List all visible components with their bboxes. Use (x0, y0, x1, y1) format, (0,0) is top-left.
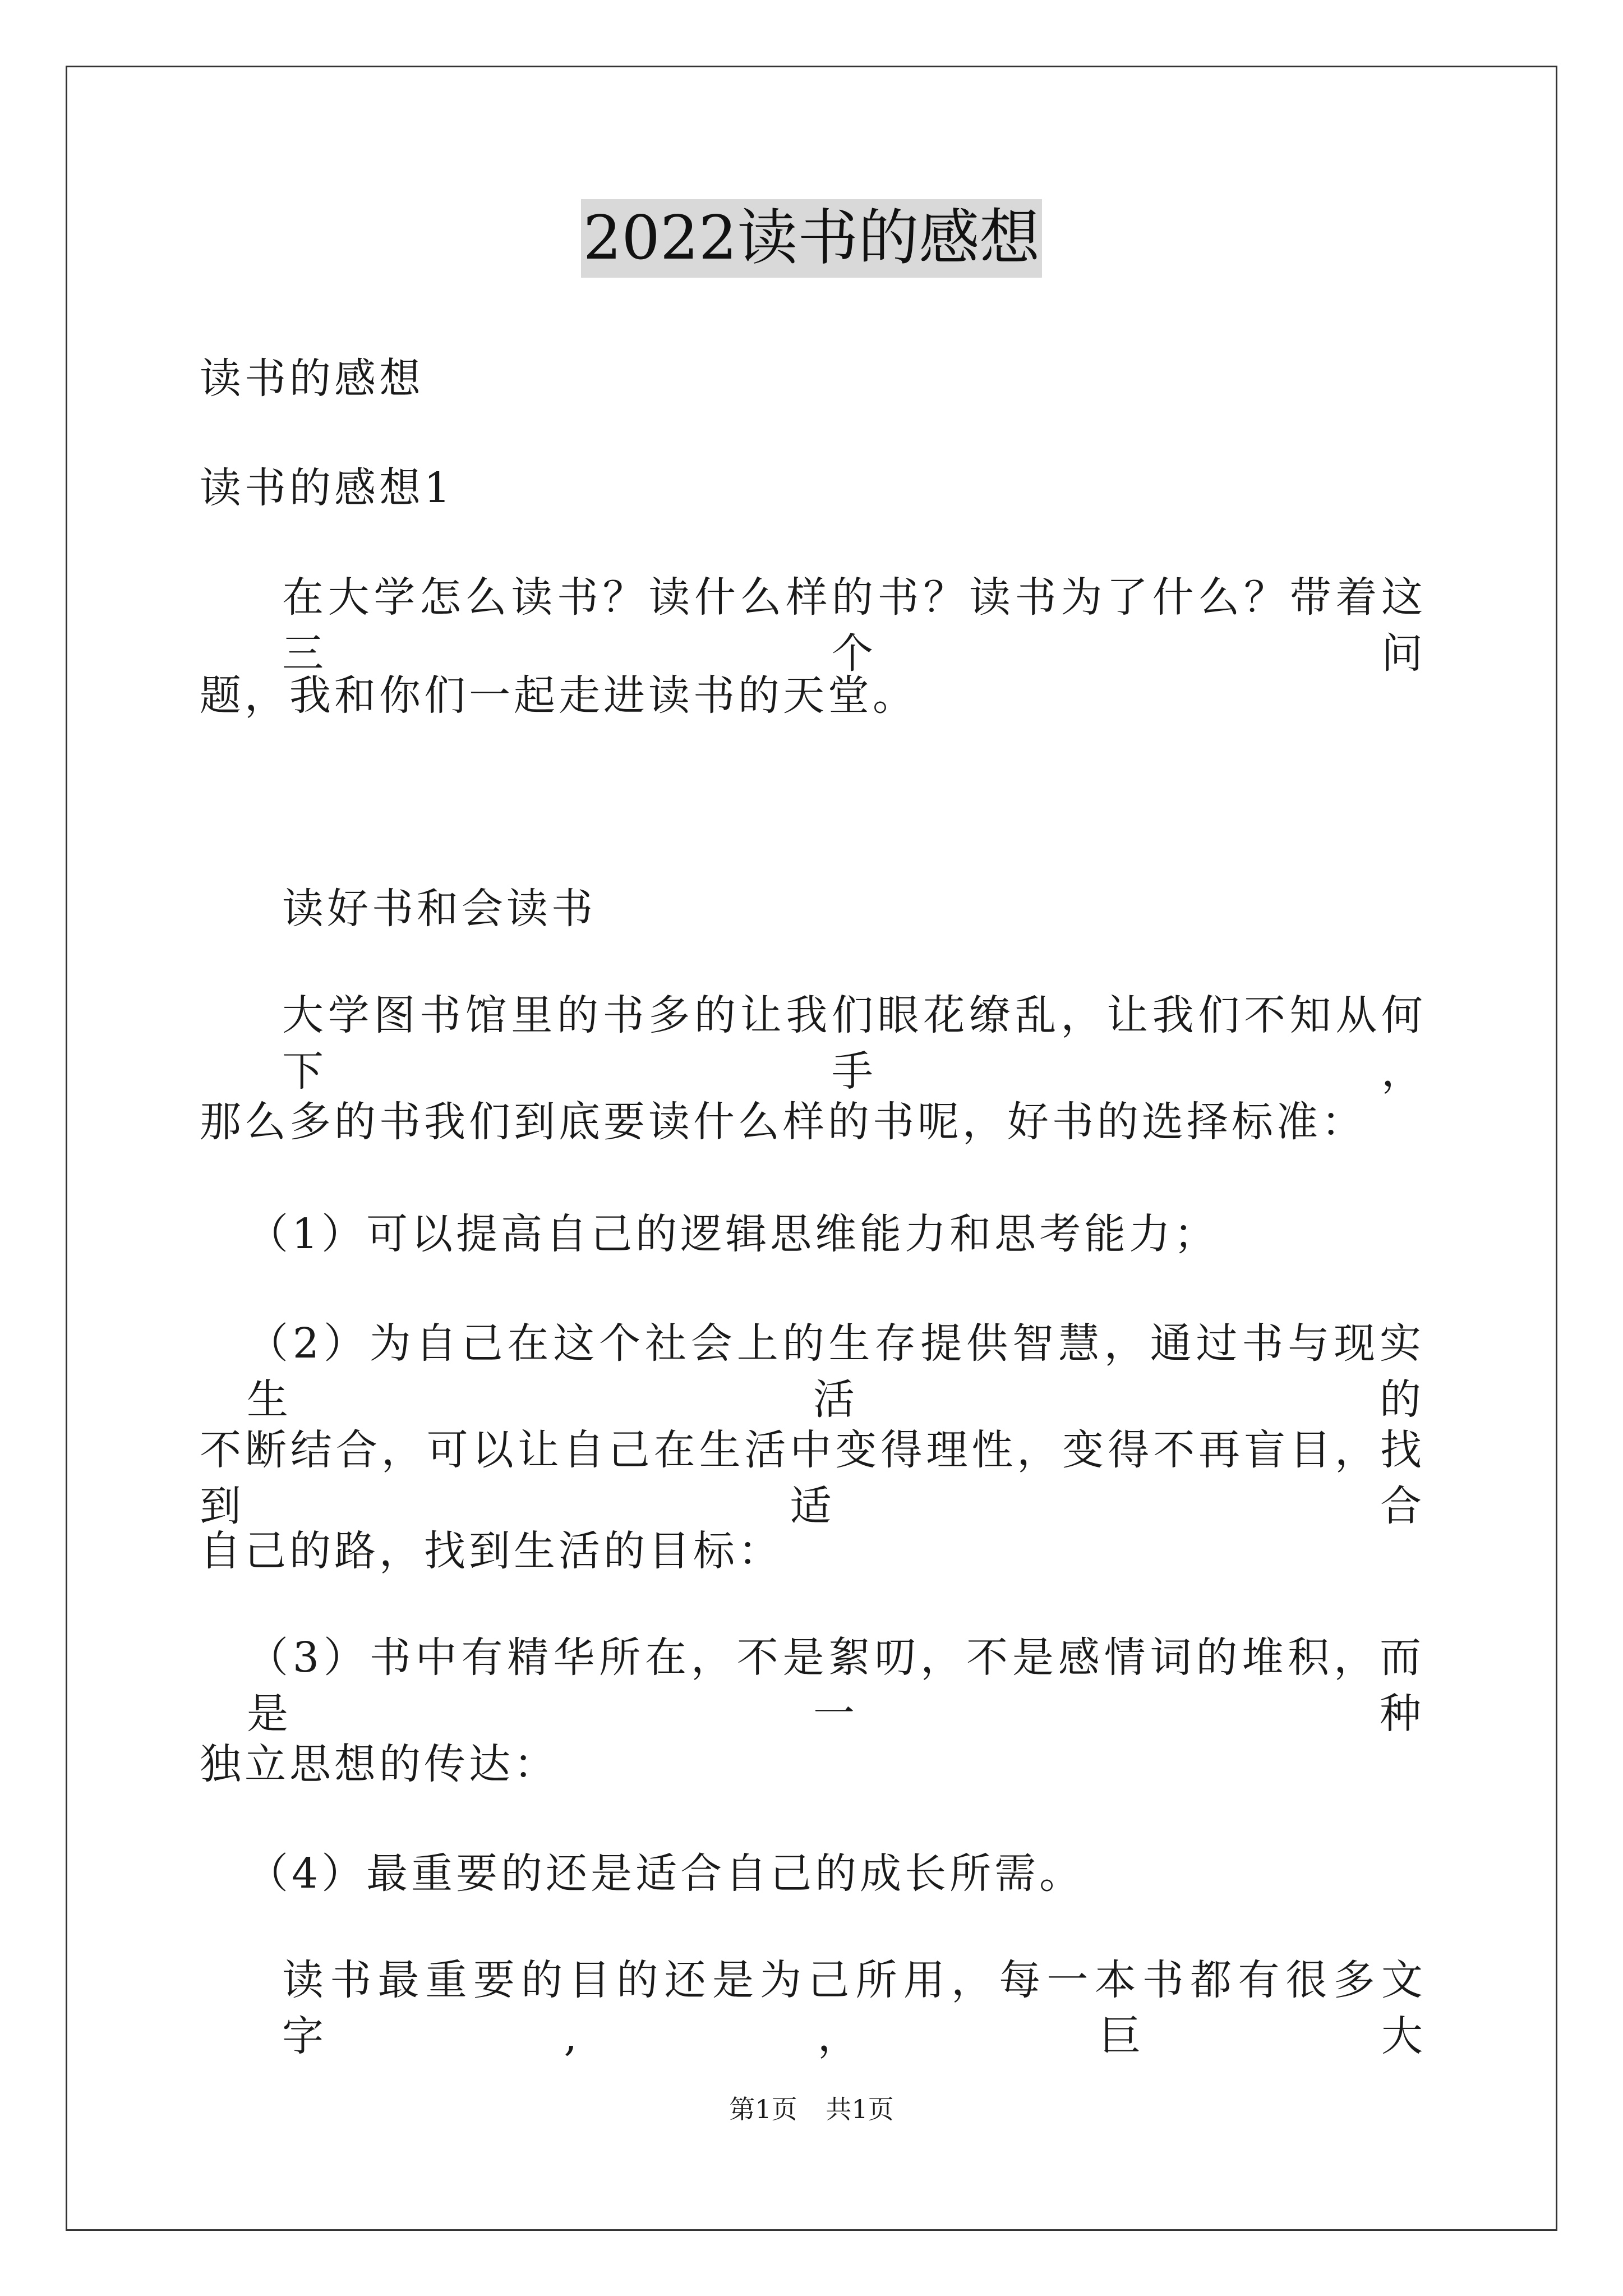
list-item: （3）书中有精华所在，不是絮叨，不是感情词的堆积，而是一种 (247, 1634, 1424, 1738)
page-number-current: 第1页 (729, 2094, 797, 2124)
list-item: （2）为自己在这个社会上的生存提供智慧，通过书与现实生活的 (247, 1319, 1424, 1424)
list-item-continuation: 自己的路，找到生活的目标： (200, 1527, 783, 1575)
list-item-continuation: 不断结合，可以让自己在生活中变得理性，变得不再盲目，找到适合 (200, 1426, 1425, 1530)
section-subtitle: 读好书和会读书 (282, 885, 596, 933)
paragraph-line: 在大学怎么读书？读什么样的书？读书为了什么？带着这三个问 (282, 573, 1426, 678)
title-container (0, 199, 1623, 278)
page-number-total: 共1页 (826, 2094, 894, 2124)
list-item: （1）可以提高自己的逻辑思维能力和思考能力； (247, 1210, 1219, 1258)
subsection-heading: 读书的感想1 (200, 464, 454, 512)
paragraph-line: 大学图书馆里的书多的让我们眼花缭乱，让我们不知从何下手， (282, 991, 1426, 1096)
section-heading: 读书的感想 (200, 355, 424, 403)
list-item: （4）最重要的还是适合自己的成长所需。 (247, 1849, 1085, 1898)
paragraph-line: 题，我和你们一起走进读书的天堂。 (200, 671, 917, 720)
paragraph-line: 那么多的书我们到底要读什么样的书呢，好书的选择标准： (200, 1098, 1366, 1146)
document-title: 2022读书的感想 (581, 199, 1043, 278)
list-item-continuation: 独立思想的传达： (200, 1740, 559, 1788)
page-footer (0, 2092, 1623, 2126)
paragraph-line: 读书最重要的目的还是为己所用，每一本书都有很多文字,，巨大 (282, 1956, 1426, 2060)
